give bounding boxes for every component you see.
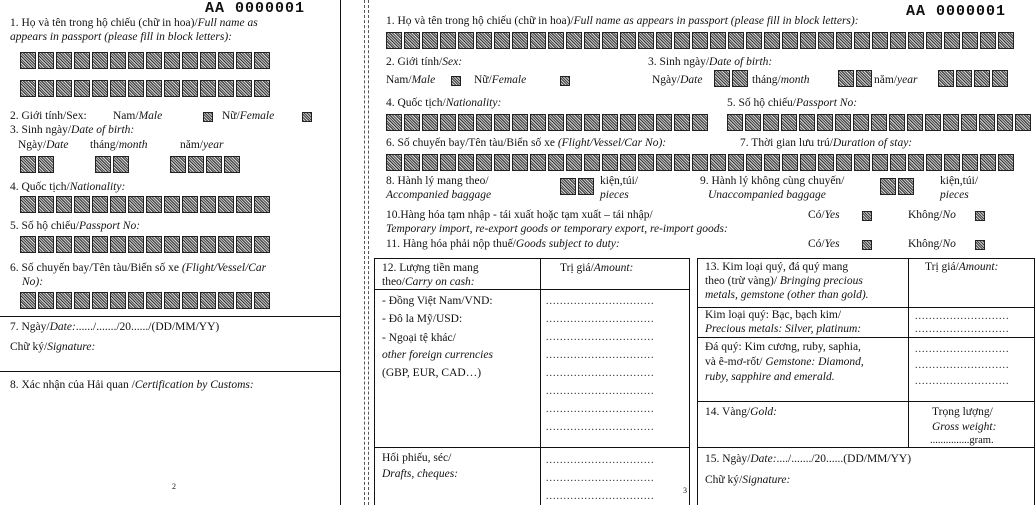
- right-flight-boxes[interactable]: [386, 154, 1014, 171]
- table12-drafts-line-1[interactable]: ...............................: [546, 455, 655, 466]
- right-q4-label: 4. Quốc tịch/Nationality:: [386, 97, 502, 109]
- table15-date[interactable]: 15. Ngày/Date:..../......./20......(DD/MM/YY): [705, 453, 912, 465]
- table13-gem: Đá quý: Kim cương, ruby, saphia,: [705, 341, 861, 353]
- table13-metal-line-1[interactable]: ...........................: [915, 311, 1010, 322]
- right-q9-unit-en: pieces: [940, 189, 969, 201]
- left-dob-day-boxes[interactable]: [20, 156, 54, 173]
- table13-row2-bottom: [697, 337, 1034, 338]
- table12-amount-line-2[interactable]: ...............................: [546, 314, 655, 325]
- left-name-boxes-row2[interactable]: [20, 80, 270, 97]
- table13-title-line3: metals, gemstone (other than gold).: [705, 289, 869, 301]
- table12-other-list: (GBP, EUR, CAD…): [382, 367, 482, 379]
- table13-row3-bottom: [697, 401, 1034, 402]
- right-sex-male-checkbox[interactable]: [451, 76, 461, 86]
- right-q3-label: 3. Sinh ngày/Date of birth:: [648, 56, 773, 68]
- left-year-label: năm/year: [180, 139, 224, 151]
- table13-row4-bottom: [697, 447, 1034, 448]
- table13-row1-bottom: [697, 307, 1034, 308]
- right-q9-label-en: Unaccompanied baggage: [708, 189, 826, 201]
- table13-metal: Kim loại quý: Bạc, bạch kim/: [705, 309, 842, 321]
- table12-drafts-line-3[interactable]: ...............................: [546, 491, 655, 502]
- left-q5-label: 5. Số hộ chiếu/Passport No:: [10, 220, 141, 232]
- right-sex-male-label: Nam/Male: [386, 74, 436, 86]
- left-q2-label: 2. Giới tính/Sex:: [10, 110, 87, 122]
- left-sex-male-checkbox[interactable]: [203, 112, 213, 122]
- table12-header-bottom: [374, 289, 689, 290]
- left-passport-boxes[interactable]: [20, 236, 270, 253]
- right-q10-no-checkbox[interactable]: [975, 211, 985, 221]
- right-q8-unit: kiện,túi/: [600, 175, 639, 187]
- left-flight-boxes[interactable]: [20, 292, 270, 309]
- table14-weight-en: Gross weight:: [932, 421, 997, 433]
- right-q7-label: 7. Thời gian lưu trú/Duration of stay:: [740, 137, 913, 149]
- table13-gem-line-3[interactable]: ...........................: [915, 376, 1010, 387]
- right-q10-yes-label: Có/Yes: [808, 209, 840, 221]
- right-q11-no-label: Không/No: [908, 238, 956, 250]
- table13-gem-line-1[interactable]: ...........................: [915, 344, 1010, 355]
- table12-amount-line-3[interactable]: ...............................: [546, 332, 655, 343]
- left-q7-date[interactable]: 7. Ngày/Date:....../......./20....../(DD/MM/YY): [10, 321, 220, 333]
- left-sex-female-checkbox[interactable]: [302, 112, 312, 122]
- table12-amount-line-1[interactable]: ...............................: [546, 296, 655, 307]
- right-dob-day-boxes[interactable]: [714, 70, 748, 87]
- table13-metal-en: Precious metals: Silver, platinum:: [705, 323, 862, 335]
- left-page-border: [340, 0, 341, 505]
- table13-right: [1034, 258, 1035, 505]
- left-nationality-boxes[interactable]: [20, 196, 270, 213]
- left-q1-label-line2: appears in passport (please fill in block letters):: [10, 31, 232, 43]
- table12-usd: - Đô la Mỹ/USD:: [382, 313, 463, 325]
- right-q8-unit-en: pieces: [600, 189, 629, 201]
- right-sex-female-label: Nữ/Female: [474, 74, 527, 86]
- right-dob-month-boxes[interactable]: [838, 70, 872, 87]
- table12-value-header: Trị giá/Amount:: [560, 262, 634, 274]
- table13-gem-line-2[interactable]: ...........................: [915, 360, 1010, 371]
- table13-value-header: Trị giá/Amount:: [925, 261, 999, 273]
- right-q8-label: 8. Hành lý mang theo/: [386, 175, 489, 187]
- left-q6-label-line2: No):: [22, 276, 44, 288]
- right-q11-yes-label: Có/Yes: [808, 238, 840, 250]
- left-q4-label: 4. Quốc tịch/Nationality:: [10, 181, 126, 193]
- fold-line-1: [364, 0, 365, 505]
- right-q11-label: 11. Hàng hóa phải nộp thuế/Goods subject to duty:: [386, 238, 620, 250]
- left-dob-month-boxes[interactable]: [95, 156, 129, 173]
- right-q5-label: 5. Số hộ chiếu/Passport No:: [727, 97, 858, 109]
- table13-mid: [908, 258, 909, 447]
- right-q10-yes-checkbox[interactable]: [862, 211, 872, 221]
- left-name-boxes-row1[interactable]: [20, 52, 270, 69]
- table12-mid: [540, 258, 541, 505]
- table12-drafts-en: Drafts, cheques:: [382, 468, 459, 480]
- table12-drafts: Hối phiếu, séc/: [382, 452, 452, 464]
- left-serial-number: AA 0000001: [205, 0, 306, 17]
- table12-amount-line-6[interactable]: ...............................: [546, 386, 655, 397]
- table12-amount-line-5[interactable]: ...............................: [546, 368, 655, 379]
- table13-title-line2: theo (trừ vàng)/ Bringing precious: [705, 275, 863, 287]
- left-divider-1: [0, 316, 340, 317]
- table12-title-line2: theo/Carry on cash:: [382, 276, 475, 288]
- table14-weight: Trọng lượng/: [932, 406, 993, 418]
- right-q8-count-boxes[interactable]: [560, 178, 594, 195]
- left-page-number: 2: [172, 482, 176, 491]
- left-signature-label: Chữ ký/Signature:: [10, 341, 96, 353]
- right-q11-yes-checkbox[interactable]: [862, 240, 872, 250]
- right-q10-no-label: Không/No: [908, 209, 956, 221]
- table12-drafts-top: [374, 447, 689, 448]
- left-q1-label: 1. Họ và tên trong hộ chiếu (chữ in hoa)/Full name as: [10, 17, 258, 29]
- right-q9-unit: kiện,túi/: [940, 175, 979, 187]
- table14-gram-field[interactable]: ...............gram.: [930, 435, 994, 446]
- left-day-label: Ngày/Date: [18, 139, 69, 151]
- table12-title: 12. Lượng tiền mang: [382, 262, 479, 274]
- table15-signature: Chữ ký/Signature:: [705, 474, 791, 486]
- table12-other: - Ngoại tệ khác/: [382, 332, 456, 344]
- left-q6-label: 6. Số chuyến bay/Tên tàu/Biển số xe (Flight/Vessel/Car: [10, 262, 267, 274]
- right-q8-label-en: Accompanied baggage: [386, 189, 492, 201]
- right-dob-year-boxes[interactable]: [938, 70, 1008, 87]
- fold-line-2: [368, 0, 369, 505]
- right-q6-label: 6. Số chuyến bay/Tên tàu/Biển số xe (Flight/Vessel/Car No):: [386, 137, 667, 149]
- right-serial-number: AA 0000001: [906, 3, 1007, 20]
- table12-top: [374, 258, 689, 259]
- right-q9-label: 9. Hành lý không cùng chuyến/: [700, 175, 845, 187]
- left-divider-2: [0, 371, 340, 372]
- right-q11-no-checkbox[interactable]: [975, 240, 985, 250]
- table13-title: 13. Kim loại quý, đá quý mang: [705, 261, 849, 273]
- table12-other-en: other foreign currencies: [382, 349, 493, 361]
- left-q8-label: 8. Xác nhận của Hải quan /Certification by Customs:: [10, 379, 254, 391]
- right-q10-label-en: Temporary import, re-export goods or temporary export, re-import goods:: [386, 223, 728, 235]
- table13-gem-en2: ruby, sapphire and emerald.: [705, 371, 835, 383]
- right-year-label: năm/year: [874, 74, 918, 86]
- right-day-label: Ngày/Date: [652, 74, 703, 86]
- table12-left: [374, 258, 375, 505]
- right-month-label: tháng/month: [752, 74, 810, 86]
- right-sex-female-checkbox[interactable]: [560, 76, 570, 86]
- table13-metal-line-2[interactable]: ...........................: [915, 324, 1010, 335]
- left-dob-year-boxes[interactable]: [170, 156, 240, 173]
- table12-drafts-line-2[interactable]: ...............................: [546, 473, 655, 484]
- left-sex-female-label: Nữ/Female: [222, 110, 275, 122]
- table13-top: [697, 258, 1034, 259]
- right-passport-boxes[interactable]: [727, 114, 1031, 131]
- table13-gem-line2: và ê-mơ-rốt/ Gemstone: Diamond,: [705, 356, 864, 368]
- right-q1-label: 1. Họ và tên trong hộ chiếu (chữ in hoa)/Full name as appears in passport (please fill in block letters):: [386, 15, 859, 27]
- right-q9-count-boxes[interactable]: [880, 178, 914, 195]
- right-page-number: 3: [683, 486, 687, 495]
- table12-right: [689, 258, 690, 505]
- right-name-boxes[interactable]: [386, 32, 1014, 49]
- table12-vnd: - Đồng Việt Nam/VND:: [382, 295, 493, 307]
- right-q2-label: 2. Giới tính/Sex:: [386, 56, 463, 68]
- table12-amount-line-8[interactable]: ...............................: [546, 422, 655, 433]
- right-q10-label: 10.Hàng hóa tạm nhập - tái xuất hoặc tạm xuất – tái nhập/: [386, 209, 653, 221]
- table12-amount-line-4[interactable]: ...............................: [546, 350, 655, 361]
- left-sex-male-label: Nam/Male: [113, 110, 163, 122]
- table12-amount-line-7[interactable]: ...............................: [546, 404, 655, 415]
- left-q3-label: 3. Sinh ngày/Date of birth:: [10, 124, 135, 136]
- right-nationality-boxes[interactable]: [386, 114, 708, 131]
- left-month-label: tháng/month: [90, 139, 148, 151]
- table13-left: [697, 258, 698, 505]
- table14-gold: 14. Vàng/Gold:: [705, 406, 777, 418]
